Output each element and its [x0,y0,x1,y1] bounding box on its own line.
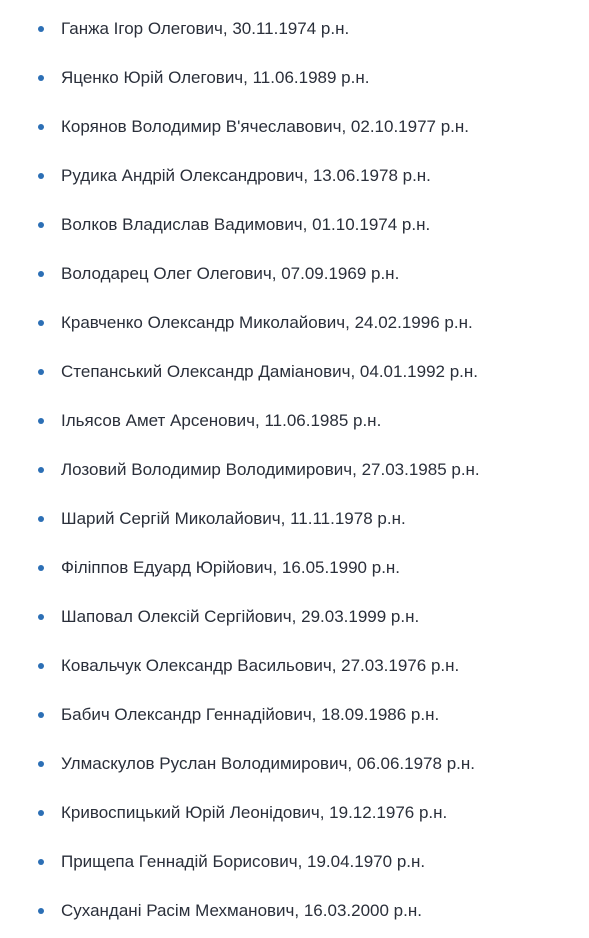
list-item-text: Шаповал Олексій Сергійович, 29.03.1999 р.н. [61,607,420,626]
list-item [0,448,589,497]
bullet-icon [38,222,44,228]
bullet-icon [38,663,44,669]
bullet-icon [38,908,44,914]
list-item [0,350,589,399]
bullet-icon [38,173,44,179]
list-item-text: Ільясов Амет Арсенович, 11.06.1985 р.н. [61,411,382,430]
list-item [0,595,589,644]
list-item-text: Ганжа Ігор Олегович, 30.11.1974 р.н. [61,19,350,38]
list-item-text: Шарий Сергій Миколайович, 11.11.1978 р.н. [61,509,406,528]
list-item-text: Яценко Юрій Олегович, 11.06.1989 р.н. [61,68,370,87]
list-item [0,399,589,448]
list-item-text: Корянов Володимир В'ячеславович, 02.10.1977 р.н. [61,117,470,136]
list-item [0,546,589,595]
list-item [0,252,589,301]
bullet-icon [38,614,44,620]
list-item [0,203,589,252]
list-item [0,56,589,105]
list-item-text: Волков Владислав Вадимович, 01.10.1974 р.н. [61,215,431,234]
list-item-text: Лозовий Володимир Володимирович, 27.03.1985 р.н. [61,460,480,479]
list-item-text: Рудика Андрій Олександрович, 13.06.1978 р.н. [61,166,431,185]
list-item [0,301,589,350]
list-item-text: Бабич Олександр Геннадійович, 18.09.1986 р.н. [61,705,440,724]
list-item [0,889,589,938]
list-item [0,693,589,742]
list-item-text: Прищепа Геннадій Борисович, 19.04.1970 р.н. [61,852,426,871]
list-item-text: Улмаскулов Руслан Володимирович, 06.06.1978 р.н. [61,754,475,773]
bullet-icon [38,712,44,718]
list-item-text: Кривоспицький Юрій Леонідович, 19.12.1976 р.н. [61,803,448,822]
list-item [0,154,589,203]
list-item [0,7,589,56]
bullet-icon [38,810,44,816]
list-item [0,105,589,154]
bullet-icon [38,859,44,865]
list-item [0,742,589,791]
list-item-text: Ковальчук Олександр Васильович, 27.03.1976 р.н. [61,656,460,675]
list-item-text: Степанський Олександр Даміанович, 04.01.1992 р.н. [61,362,479,381]
bullet-icon [38,320,44,326]
bullet-icon [38,565,44,571]
list-item [0,791,589,840]
bullet-icon [38,75,44,81]
person-list [0,7,589,938]
bullet-icon [38,418,44,424]
list-item [0,840,589,889]
list-item-text: Сухандані Расім Мехманович, 16.03.2000 р.н. [61,901,422,920]
list-item [0,497,589,546]
bullet-icon [38,124,44,130]
list-item-text: Кравченко Олександр Миколайович, 24.02.1996 р.н. [61,313,473,332]
list-item-text: Філіппов Едуард Юрійович, 16.05.1990 р.н. [61,558,401,577]
bullet-icon [38,761,44,767]
bullet-icon [38,26,44,32]
list-item [0,644,589,693]
bullet-icon [38,271,44,277]
bullet-icon [38,369,44,375]
bullet-icon [38,467,44,473]
list-item-text: Володарец Олег Олегович, 07.09.1969 р.н. [61,264,400,283]
bullet-icon [38,516,44,522]
